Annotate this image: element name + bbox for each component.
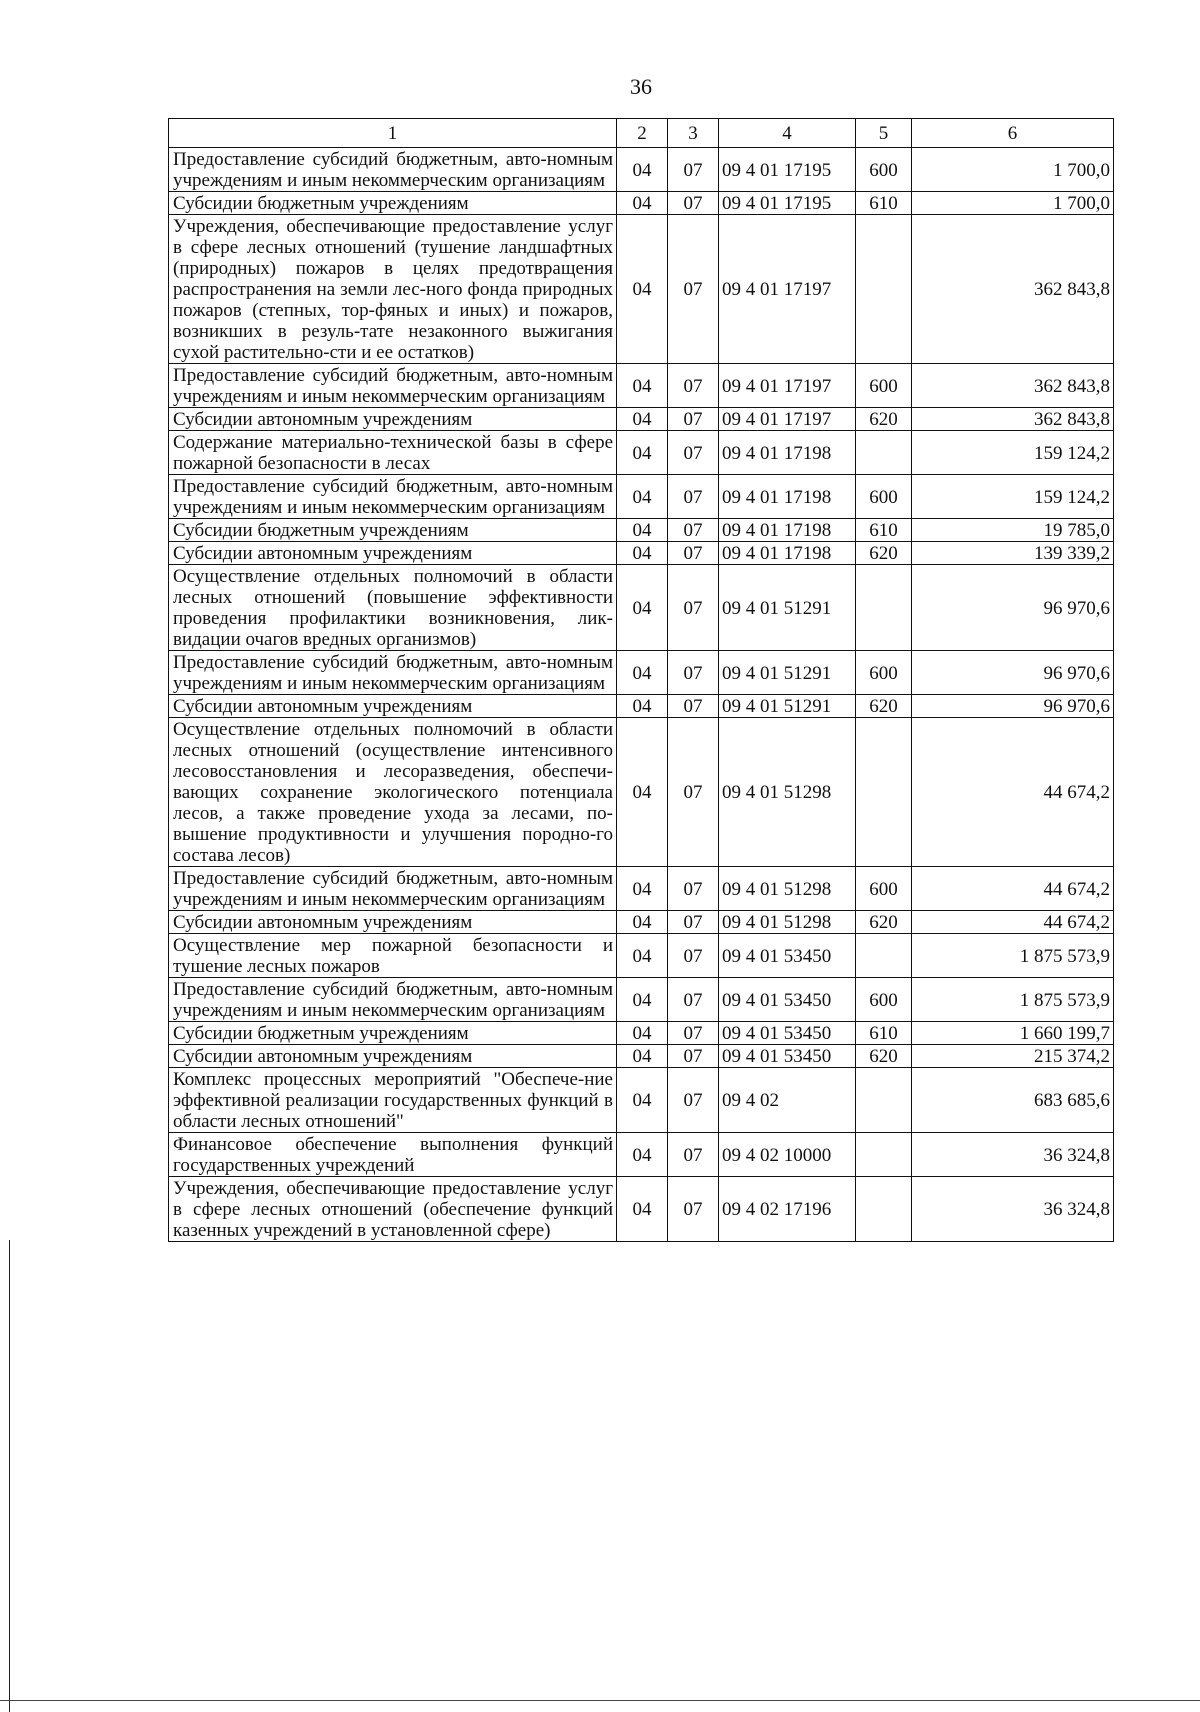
row-target-code-cell: 09 4 02 17196 [719,1177,856,1242]
budget-table [168,118,1114,1242]
row-subsection-cell: 07 [668,408,719,431]
row-subsection-cell: 07 [668,148,719,192]
row-expense-type-cell: 620 [856,911,912,934]
row-name-cell: Осуществление отдельных полномочий в области лесных отношений (осуществление интенсивного лесовосстановления и лесоразведения, обеспечи-вающих сохранение экологического потенциала лесов, а также проведение ухода за лесами, по-вышение продуктивности и улучшения породно-го состава лесов) [169,718,617,867]
row-expense-type-cell: 600 [856,148,912,192]
margin-line [9,1240,10,1712]
row-target-code-cell: 09 4 01 51291 [719,651,856,695]
table-row [169,364,1114,408]
row-section-cell: 04 [617,695,668,718]
row-section-cell: 04 [617,1022,668,1045]
row-expense-type-cell: 600 [856,651,912,695]
row-section-cell: 04 [617,475,668,519]
row-name-cell: Осуществление мер пожарной безопасности и тушение лесных пожаров [169,934,617,978]
row-section-cell: 04 [617,565,668,651]
row-target-code-cell: 09 4 02 [719,1068,856,1133]
row-subsection-cell: 07 [668,1133,719,1177]
row-target-code-cell: 09 4 01 53450 [719,934,856,978]
row-amount-cell: 362 843,8 [912,364,1114,408]
table-row [169,978,1114,1022]
row-target-code-cell: 09 4 01 17198 [719,542,856,565]
table-row [169,565,1114,651]
table-row [169,148,1114,192]
row-name-cell: Субсидии автономным учреждениям [169,695,617,718]
row-section-cell: 04 [617,215,668,364]
table-row [169,408,1114,431]
row-subsection-cell: 07 [668,364,719,408]
row-section-cell: 04 [617,364,668,408]
row-name-cell: Субсидии бюджетным учреждениям [169,1022,617,1045]
row-amount-cell: 1 660 199,7 [912,1022,1114,1045]
row-expense-type-cell [856,934,912,978]
row-expense-type-cell: 610 [856,1022,912,1045]
table-row [169,867,1114,911]
row-expense-type-cell: 620 [856,1045,912,1068]
row-target-code-cell: 09 4 01 17195 [719,192,856,215]
row-subsection-cell: 07 [668,565,719,651]
row-amount-cell: 36 324,8 [912,1133,1114,1177]
row-subsection-cell: 07 [668,542,719,565]
row-expense-type-cell: 610 [856,192,912,215]
table-header-row [169,119,1114,148]
header-col-5: 5 [856,119,912,148]
row-expense-type-cell [856,215,912,364]
row-amount-cell: 362 843,8 [912,408,1114,431]
row-expense-type-cell: 600 [856,475,912,519]
table-row [169,1133,1114,1177]
table-row [169,542,1114,565]
row-expense-type-cell: 600 [856,364,912,408]
row-expense-type-cell [856,1133,912,1177]
row-amount-cell: 1 700,0 [912,192,1114,215]
row-section-cell: 04 [617,542,668,565]
row-amount-cell: 1 875 573,9 [912,934,1114,978]
row-expense-type-cell: 600 [856,867,912,911]
row-target-code-cell: 09 4 02 10000 [719,1133,856,1177]
row-expense-type-cell: 600 [856,978,912,1022]
row-name-cell: Осуществление отдельных полномочий в области лесных отношений (повышение эффективности проведения профилактики возникновения, лик-видации очагов вредных организмов) [169,565,617,651]
table-row [169,431,1114,475]
row-amount-cell: 139 339,2 [912,542,1114,565]
row-expense-type-cell: 620 [856,542,912,565]
row-amount-cell: 683 685,6 [912,1068,1114,1133]
row-target-code-cell: 09 4 01 17195 [719,148,856,192]
row-section-cell: 04 [617,867,668,911]
table-row [169,215,1114,364]
table-row [169,192,1114,215]
row-target-code-cell: 09 4 01 51298 [719,718,856,867]
row-section-cell: 04 [617,408,668,431]
row-target-code-cell: 09 4 01 17197 [719,364,856,408]
row-amount-cell: 159 124,2 [912,431,1114,475]
row-name-cell: Предоставление субсидий бюджетным, авто-номным учреждениям и иным некоммерческим организациям [169,651,617,695]
row-name-cell: Субсидии бюджетным учреждениям [169,192,617,215]
row-section-cell: 04 [617,934,668,978]
row-name-cell: Субсидии бюджетным учреждениям [169,519,617,542]
row-subsection-cell: 07 [668,695,719,718]
page-number: 36 [630,74,652,99]
row-amount-cell: 1 875 573,9 [912,978,1114,1022]
row-amount-cell: 36 324,8 [912,1177,1114,1242]
table-row [169,475,1114,519]
row-section-cell: 04 [617,519,668,542]
row-expense-type-cell: 620 [856,695,912,718]
row-expense-type-cell: 610 [856,519,912,542]
row-expense-type-cell [856,565,912,651]
row-section-cell: 04 [617,1045,668,1068]
row-amount-cell: 215 374,2 [912,1045,1114,1068]
table-row [169,651,1114,695]
row-subsection-cell: 07 [668,718,719,867]
row-amount-cell: 96 970,6 [912,695,1114,718]
row-expense-type-cell [856,1177,912,1242]
row-target-code-cell: 09 4 01 53450 [719,978,856,1022]
row-amount-cell: 1 700,0 [912,148,1114,192]
row-target-code-cell: 09 4 01 17198 [719,519,856,542]
table-row [169,1022,1114,1045]
row-name-cell: Содержание материально-технической базы в сфере пожарной безопасности в лесах [169,431,617,475]
row-amount-cell: 19 785,0 [912,519,1114,542]
row-name-cell: Предоставление субсидий бюджетным, авто-номным учреждениям и иным некоммерческим организациям [169,475,617,519]
row-subsection-cell: 07 [668,1022,719,1045]
table-row [169,718,1114,867]
row-subsection-cell: 07 [668,192,719,215]
header-col-2: 2 [617,119,668,148]
row-section-cell: 04 [617,911,668,934]
row-name-cell: Учреждения, обеспечивающие предоставление услуг в сфере лесных отношений (тушение ландшафтных (природных) пожаров в целях предотвращения распространения на земли лес-ного фонда природных пожаров (степных, тор-фяных и иных) и пожаров, возникших в резуль-тате незаконного выжигания сухой растительно-сти и ее остатков) [169,215,617,364]
row-name-cell: Финансовое обеспечение выполнения функций государственных учреждений [169,1133,617,1177]
row-amount-cell: 44 674,2 [912,718,1114,867]
table-row [169,1068,1114,1133]
row-amount-cell: 362 843,8 [912,215,1114,364]
row-subsection-cell: 07 [668,911,719,934]
row-name-cell: Субсидии автономным учреждениям [169,542,617,565]
table-row [169,911,1114,934]
row-target-code-cell: 09 4 01 53450 [719,1045,856,1068]
row-subsection-cell: 07 [668,978,719,1022]
row-subsection-cell: 07 [668,475,719,519]
row-subsection-cell: 07 [668,1068,719,1133]
row-target-code-cell: 09 4 01 51291 [719,565,856,651]
row-expense-type-cell [856,431,912,475]
page-bottom-line [0,1700,1200,1701]
row-target-code-cell: 09 4 01 51298 [719,911,856,934]
row-subsection-cell: 07 [668,934,719,978]
row-subsection-cell: 07 [668,867,719,911]
row-subsection-cell: 07 [668,519,719,542]
table-row [169,934,1114,978]
row-section-cell: 04 [617,1133,668,1177]
row-subsection-cell: 07 [668,1177,719,1242]
row-name-cell: Предоставление субсидий бюджетным, авто-номным учреждениям и иным некоммерческим организациям [169,867,617,911]
row-section-cell: 04 [617,148,668,192]
header-col-3: 3 [668,119,719,148]
header-col-4: 4 [719,119,856,148]
header-col-6: 6 [912,119,1114,148]
row-name-cell: Учреждения, обеспечивающие предоставление услуг в сфере лесных отношений (обеспечение функций казенных учреждений в установленной сфере) [169,1177,617,1242]
row-target-code-cell: 09 4 01 53450 [719,1022,856,1045]
row-section-cell: 04 [617,651,668,695]
row-amount-cell: 159 124,2 [912,475,1114,519]
row-subsection-cell: 07 [668,215,719,364]
row-expense-type-cell [856,1068,912,1133]
row-name-cell: Предоставление субсидий бюджетным, авто-номным учреждениям и иным некоммерческим организациям [169,978,617,1022]
row-target-code-cell: 09 4 01 51298 [719,867,856,911]
row-target-code-cell: 09 4 01 17197 [719,215,856,364]
table-row [169,1045,1114,1068]
row-amount-cell: 44 674,2 [912,867,1114,911]
row-section-cell: 04 [617,431,668,475]
row-expense-type-cell: 620 [856,408,912,431]
header-col-1: 1 [169,119,617,148]
row-section-cell: 04 [617,718,668,867]
row-name-cell: Предоставление субсидий бюджетным, авто-номным учреждениям и иным некоммерческим организациям [169,364,617,408]
row-name-cell: Предоставление субсидий бюджетным, авто-номным учреждениям и иным некоммерческим организациям [169,148,617,192]
row-section-cell: 04 [617,192,668,215]
row-target-code-cell: 09 4 01 17197 [719,408,856,431]
row-name-cell: Комплекс процессных мероприятий "Обеспече-ние эффективной реализации государственных функций в области лесных отношений" [169,1068,617,1133]
row-subsection-cell: 07 [668,431,719,475]
row-amount-cell: 44 674,2 [912,911,1114,934]
row-amount-cell: 96 970,6 [912,651,1114,695]
row-target-code-cell: 09 4 01 17198 [719,431,856,475]
row-amount-cell: 96 970,6 [912,565,1114,651]
row-section-cell: 04 [617,1177,668,1242]
row-name-cell: Субсидии автономным учреждениям [169,408,617,431]
row-subsection-cell: 07 [668,651,719,695]
table-row [169,695,1114,718]
table-row [169,1177,1114,1242]
row-subsection-cell: 07 [668,1045,719,1068]
row-expense-type-cell [856,718,912,867]
row-section-cell: 04 [617,978,668,1022]
table-row [169,519,1114,542]
row-section-cell: 04 [617,1068,668,1133]
row-name-cell: Субсидии автономным учреждениям [169,1045,617,1068]
row-target-code-cell: 09 4 01 51291 [719,695,856,718]
row-target-code-cell: 09 4 01 17198 [719,475,856,519]
row-name-cell: Субсидии автономным учреждениям [169,911,617,934]
